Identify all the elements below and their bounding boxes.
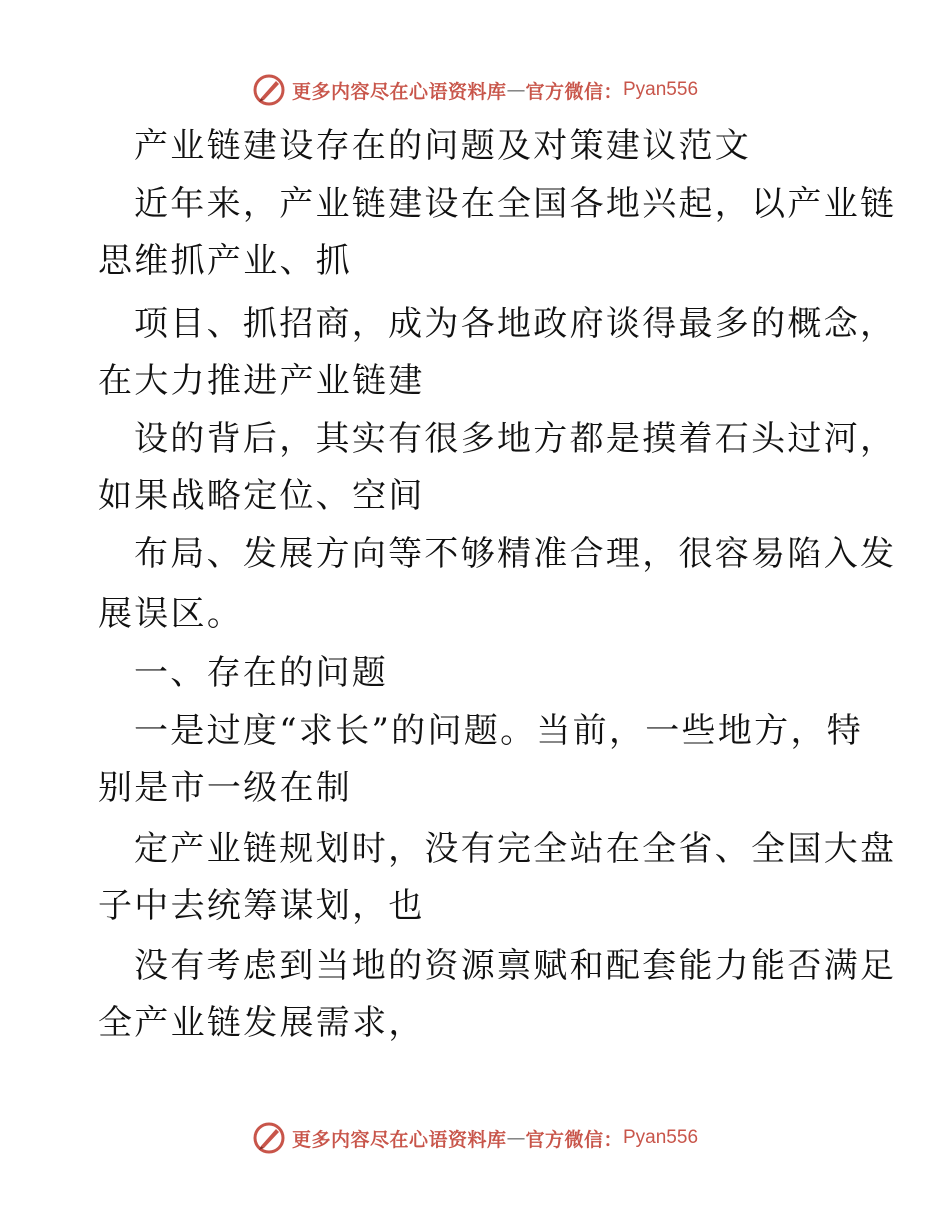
document-title: 产业链建设存在的问题及对策建议范文 (134, 126, 752, 166)
header-watermark (0, 70, 950, 110)
watermark-wechat-id: Pyan556 (623, 79, 699, 100)
watermark-separator: — (506, 1127, 526, 1149)
text-line: 如果战略定位、空间 (98, 476, 425, 516)
quill-logo-icon (252, 1121, 286, 1155)
watermark-brand: 更多内容尽在心语资料库 (291, 1128, 507, 1151)
text-line: 在大力推进产业链建 (98, 361, 425, 401)
text-line: 定产业链规划时，没有完全站在全省、全国大盘 (134, 829, 897, 869)
footer-watermark (0, 1118, 950, 1158)
text-line: 设的背后，其实有很多地方都是摸着石头过河， (134, 419, 897, 459)
text-line: 没有考虑到当地的资源禀赋和配套能力能否满足 (134, 946, 897, 986)
watermark-wechat-label: 官方微信： (525, 1128, 623, 1151)
section-heading: 一、存在的问题 (134, 653, 389, 693)
watermark-wechat-id: Pyan556 (623, 1127, 699, 1148)
watermark-brand: 更多内容尽在心语资料库 (291, 80, 507, 103)
watermark-wechat-label: 官方微信： (525, 80, 623, 103)
text-line: 全产业链发展需求， (98, 1003, 425, 1043)
text-line: 子中去统筹谋划，也 (98, 886, 425, 926)
text-line: 近年来，产业链建设在全国各地兴起，以产业链 (134, 184, 897, 224)
text-line: 一是过度“求长”的问题。当前，一些地方，特 (134, 711, 864, 751)
text-line: 展误区。 (98, 594, 244, 634)
text-line: 项目、抓招商，成为各地政府谈得最多的概念， (134, 304, 897, 344)
quill-logo-icon (252, 73, 286, 107)
text-line: 别是市一级在制 (98, 768, 353, 808)
text-line: 思维抓产业、抓 (98, 241, 353, 281)
watermark-separator: — (506, 79, 526, 101)
text-line: 布局、发展方向等不够精准合理，很容易陷入发 (134, 534, 897, 574)
